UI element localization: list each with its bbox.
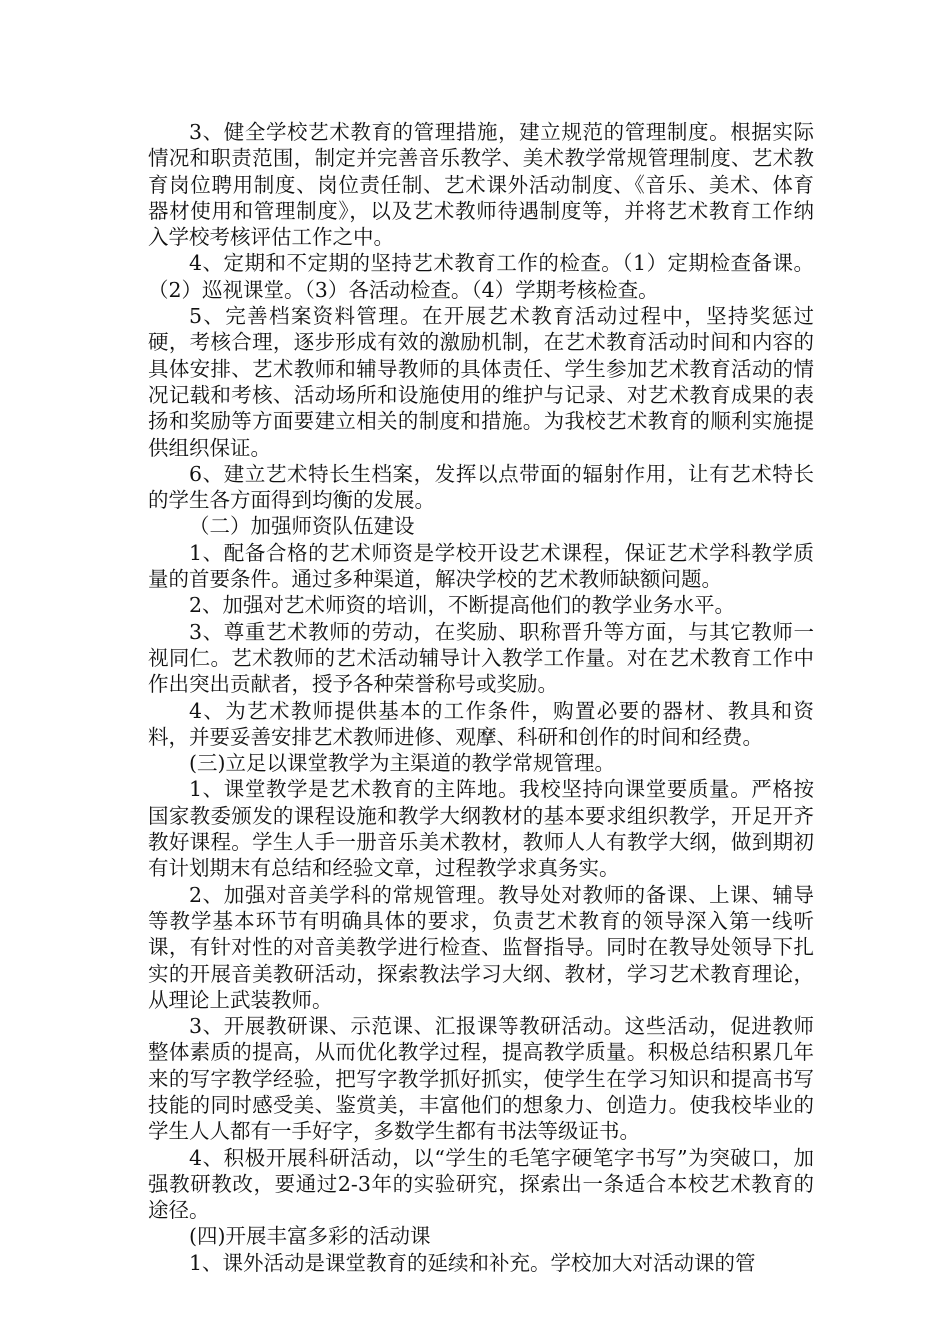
paragraph: 2、加强对艺术师资的培训，不断提高他们的教学业务水平。 [189, 593, 736, 618]
paragraph: 3、开展教研课、示范课、汇报课等教研活动。这些活动，促进教师整体素质的提高，从而优化教学过程，提高教学质量。积极总结积累几年来的写字教学经验，把写字教学抓好抓实，使学生在学习知识和提高书写技能的同时感受美、鉴赏美，丰富他们的想象力、创造力。使我校毕业的学生人人都有一手好字，多数学生都有书法等级证书。 [148, 1014, 814, 1144]
paragraph: 1、课堂教学是艺术教育的主阵地。我校坚持向课堂要质量。严格按国家教委颁发的课程设施和教学大纲教材的基本要求组织教学，开足开齐教好课程。学生人手一册音乐美术教材，教师人人有教学大纲，做到期初有计划期末有总结和经验文章，过程教学求真务实。 [148, 777, 814, 881]
paragraph: 4、定期和不定期的坚持艺术教育工作的检查。（1）定期检查备课。（2）巡视课堂。（3）各活动检查。（4）学期考核检查。 [148, 251, 814, 302]
section-heading: (四)开展丰富多彩的活动课 [189, 1224, 431, 1249]
document-body [148, 119, 814, 1276]
paragraph: 4、积极开展科研活动，以“学生的毛笔字硬笔字书写”为突破口，加强教研教改，要通过2-3年的实验研究，探索出一条适合本校艺术教育的途径。 [148, 1145, 814, 1223]
paragraph: 3、健全学校艺术教育的管理措施，建立规范的管理制度。根据实际情况和职责范围，制定并完善音乐教学、美术教学常规管理制度、艺术教育岗位聘用制度、岗位责任制、艺术课外活动制度、《音乐、美术、体育器材使用和管理制度》，以及艺术教师待遇制度等，并将艺术教育工作纳入学校考核评估工作之中。 [148, 120, 814, 250]
paragraph: 6、建立艺术特长生档案，发挥以点带面的辐射作用，让有艺术特长的学生各方面得到均衡的发展。 [148, 461, 814, 513]
paragraph: 4、为艺术教师提供基本的工作条件，购置必要的器材、教具和资料，并要妥善安排艺术教师进修、观摩、科研和创作的时间和经费。 [148, 698, 814, 749]
section-heading: （二）加强师资队伍建设 [189, 514, 415, 539]
paragraph: 1、配备合格的艺术师资是学校开设艺术课程，保证艺术学科教学质量的首要条件。通过多种渠道，解决学校的艺术教师缺额问题。 [148, 540, 814, 592]
paragraph: 2、加强对音美学科的常规管理。教导处对教师的备课、上课、辅导等教学基本环节有明确具体的要求，负责艺术教育的领导深入第一线听课，有针对性的对音美教学进行检查、监督指导。同时在教导处领导下扎实的开展音美教研活动，探索教法学习大纲、教材，学习艺术教育理论，从理论上武装教师。 [148, 882, 814, 1012]
section-heading: (三)立足以课堂教学为主渠道的教学常规管理。 [189, 751, 615, 776]
paragraph: 3、尊重艺术教师的劳动，在奖励、职称晋升等方面，与其它教师一视同仁。艺术教师的艺术活动辅导计入教学工作量。对在艺术教育工作中作出突出贡献者，授予各种荣誉称号或奖励。 [148, 619, 814, 697]
paragraph: 1、课外活动是课堂教育的延续和补充。学校加大对活动课的管 [189, 1250, 756, 1275]
paragraph: 5、完善档案资料管理。在开展艺术教育活动过程中，坚持奖惩过硬，考核合理，逐步形成有效的激励机制，在艺术教育活动时间和内容的具体安排、艺术教师和辅导教师的具体责任、学生参加艺术教育活动的情况记载和考核、活动场所和设施使用的维护与记录、对艺术教育成果的表扬和奖励等方面要建立相关的制度和措施。为我校艺术教育的顺利实施提供组织保证。 [148, 304, 814, 460]
